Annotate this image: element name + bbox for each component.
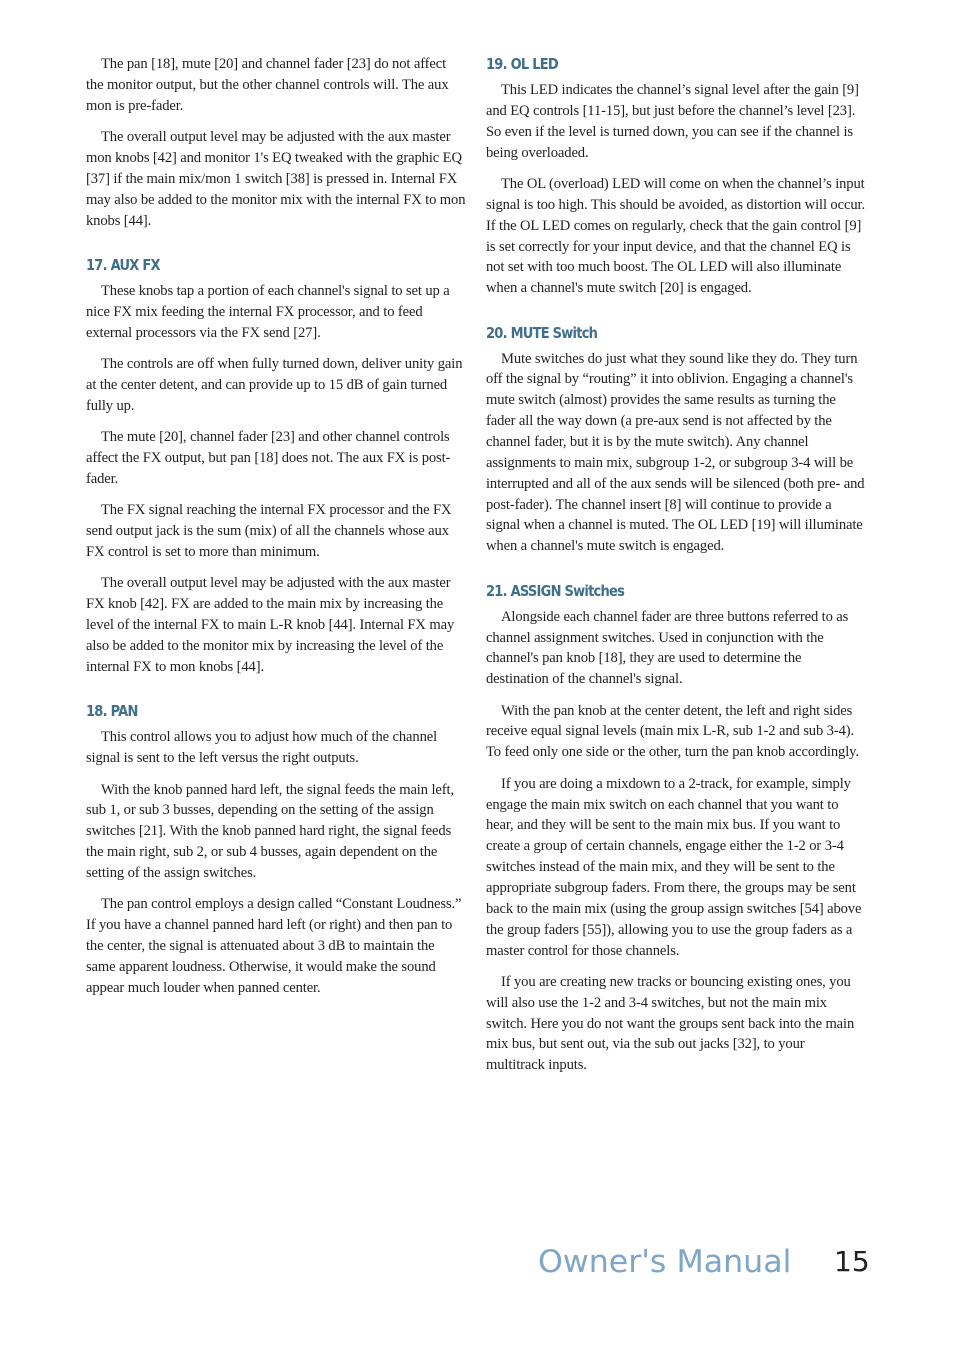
section-heading-assign-switches: 21. ASSIGN Switches [486, 581, 625, 600]
aux-fx-paragraph-3: The mute [20], channel fader [23] and other channel controls affect the FX output, but pan [18] does not. The aux FX is post-fader. [86, 429, 451, 487]
pan-paragraph-2: With the knob panned hard left, the signal feeds the main left, sub 1, or sub 3 busses, depending on the setting of the assign switches [21]. With the knob panned hard right, the signal feeds the main right, sub 2, or sub 4 busses, again dependent on the setting of the assign switches. [86, 781, 454, 881]
section-heading-aux-fx: 17. AUX FX [86, 255, 160, 274]
aux-fx-paragraph-2: The controls are off when fully turned down, deliver unity gain at the center detent, and can provide up to 15 dB of gain turned fully up. [86, 356, 463, 414]
assign-paragraph-2: With the pan knob at the center detent, the left and right sides receive equal signal levels (main mix L-R, sub 1-2 and sub 3-4). To feed only one side or the other, turn the pan knob accordingly. [486, 702, 859, 761]
assign-paragraph-1: Alongside each channel fader are three buttons referred to as channel assignment switches. Used in conjunction with the channel's pan knob [18], they are used to determine the destination of the channel's signal. [486, 608, 849, 688]
ol-led-paragraph-1: This LED indicates the channel’s signal level after the gain [9] and EQ controls [11-15], but just before the channel’s level [23]. So even if the level is turned down, you can see if the channel is being overloaded. [486, 82, 859, 161]
aux-fx-paragraph-5: The overall output level may be adjusted with the aux master FX knob [42]. FX are added to the main mix by increasing the level of the internal FX to main L-R knob [44]. Internal FX may also be added to the monitor mix by increasing the level of the internal FX to mon knobs [44]. [86, 575, 455, 675]
ol-led-paragraph-2: The OL (overload) LED will come on when the channel’s input signal is too high. This should be avoided, as distortion will occur. If the OL LED comes on regularly, check that the gain control [9] is set correctly for your input device, and that the channel EQ is not set with too much boost. The OL LED will also illuminate when a channel's mute switch [20] is engaged. [486, 175, 865, 297]
left-column [86, 54, 466, 1009]
assign-paragraph-4: If you are creating new tracks or bouncing existing ones, you will also use the 1-2 and 3-4 switches, but not the main mix switch. Here you do not want the groups sent back into the main mix bus, but sent out, via the sub out jacks [32], to your multitrack inputs. [486, 973, 855, 1074]
page-number: 15 [834, 1245, 870, 1278]
pan-paragraph-3: The pan control employs a design called “Constant Loudness.” If you have a channel panned hard left (or right) and then pan to the center, the signal is attenuated about 3 dB to maintain the same apparent loudness. Otherwise, it would make the sound appear much louder when panned center. [86, 896, 462, 996]
intro-paragraph-1: The pan [18], mute [20] and channel fader [23] do not affect the monitor output, but the other channel controls will. The aux mon is pre-fader. [86, 56, 449, 114]
aux-fx-paragraph-4: The FX signal reaching the internal FX processor and the FX send output jack is the sum (mix) of all the channels whose aux FX control is set to more than minimum. [86, 502, 452, 560]
mute-paragraph-1: Mute switches do just what they sound like they do. They turn off the signal by “routing” it into oblivion. Engaging a channel's mute switch (almost) provides the same results as turning the fader all the way down (a pre-aux send is not affected by the channel fader, but it is by the mute switch). Any channel assignments to main mix, subgroup 1-2, or subgroup 3-4 will be interrupted and all of the aux sends will be silenced (both pre- and post-fader). The channel insert [8] will continue to provide a signal when a channel is muted. The OL LED [19] will illuminate when a channel's mute switch is engaged. [486, 350, 865, 555]
page-footer [538, 1240, 868, 1284]
aux-fx-paragraph-1: These knobs tap a portion of each channel's signal to set up a nice FX mix feeding the internal FX processor, and to feed external processors via the FX send [27]. [86, 282, 450, 341]
section-heading-mute-switch: 20. MUTE Switch [486, 323, 598, 342]
pan-paragraph-1: This control allows you to adjust how much of the channel signal is sent to the left versus the right outputs. [86, 729, 438, 767]
footer-title: Owner's Manual [538, 1244, 792, 1280]
intro-paragraph-2: The overall output level may be adjusted with the aux master mon knobs [42] and monitor 1's EQ tweaked with the graphic EQ [37] if the main mix/mon 1 switch [38] is pressed in. Internal FX may also be added to the monitor mix with the internal FX to mon knobs [44]. [86, 129, 466, 229]
section-heading-pan: 18. PAN [86, 702, 138, 721]
section-heading-ol-led: 19. OL LED [486, 55, 558, 73]
assign-paragraph-3: If you are doing a mixdown to a 2-track, for example, simply engage the main mix switch on each channel that you want to hear, and they will be sent to the main mix bus. If you want to create a group of certain channels, engage either the 1-2 or 3-4 switches instead of the main mix, and they will be sent to the appropriate subgroup faders. From there, the groups may be sent back to the main mix (using the group assign switches [54] above the group faders [55]), allowing you to use the group faders as a master control for those channels. [486, 775, 862, 959]
right-column [486, 54, 866, 1087]
